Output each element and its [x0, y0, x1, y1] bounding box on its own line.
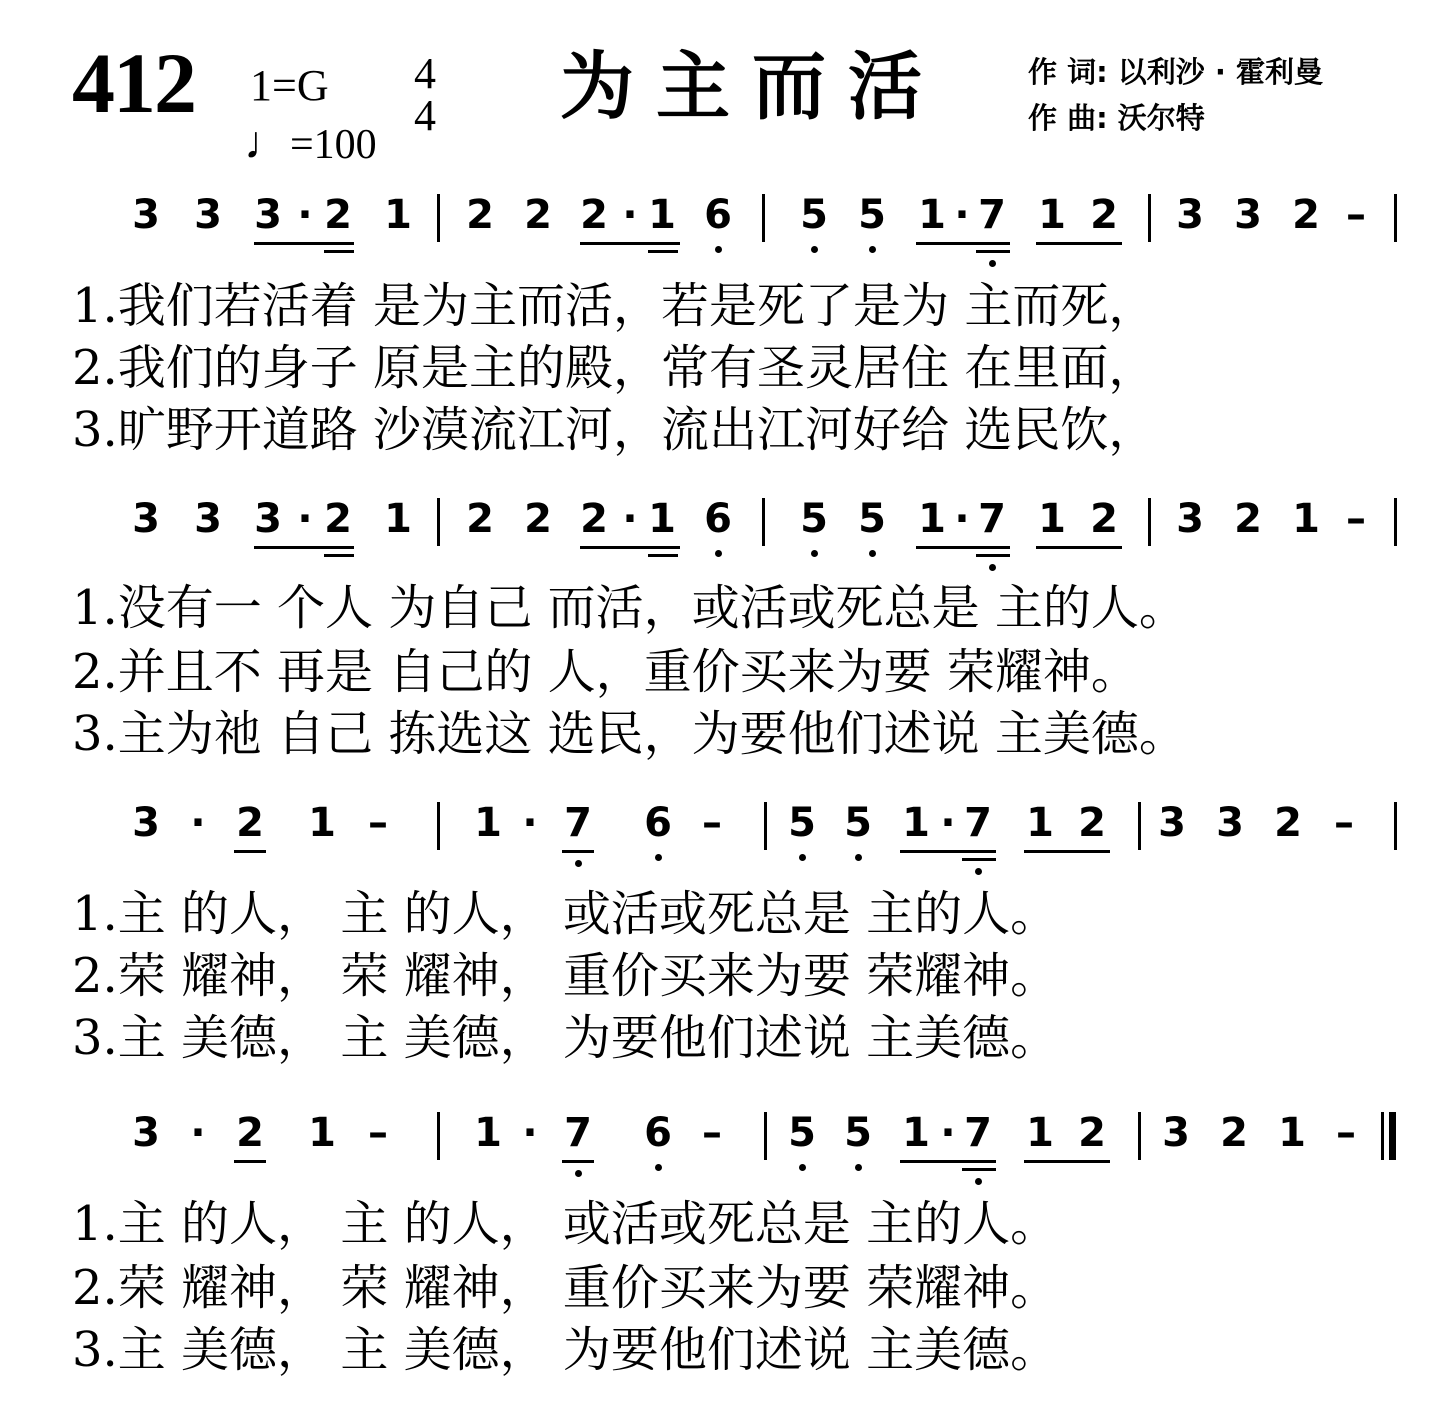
lyric-line: 1.主 的人， 主 的人， 或活或死总是 主的人。: [72, 886, 1059, 942]
underline: [324, 250, 354, 253]
note: 3: [1176, 192, 1204, 238]
note: 1: [384, 496, 412, 542]
lyric-line: 2.我们的身子 原是主的殿，常有圣灵居住 在里面，: [72, 340, 1157, 396]
underline: [976, 554, 1010, 557]
low-dot: [869, 246, 876, 253]
low-dot: [989, 564, 996, 571]
note: 6: [644, 800, 672, 846]
note: 3: [1162, 1110, 1190, 1156]
dash: –: [368, 800, 388, 846]
note: 2: [324, 192, 352, 238]
lyric-line: 1.没有一 个人 为自己 而活，或活或死总是 主的人。: [72, 580, 1187, 636]
note: 2: [1078, 1110, 1106, 1156]
bar-line: [1138, 1112, 1141, 1160]
note: 7: [564, 1110, 592, 1156]
time-signature-bottom: 4: [414, 91, 436, 140]
note: 1: [308, 800, 336, 846]
underline: [1036, 546, 1122, 549]
note: 2: [1090, 192, 1118, 238]
lyricist-credit: 作 词: 以利沙 · 霍利曼: [1028, 55, 1323, 89]
note-dot: ·: [190, 1110, 206, 1156]
note: 2: [580, 496, 608, 542]
note-dot: ·: [954, 192, 970, 238]
low-dot: [869, 550, 876, 557]
bar-line: [1148, 194, 1151, 242]
low-dot: [855, 1164, 862, 1171]
note: 1: [1038, 192, 1066, 238]
note: 2: [580, 192, 608, 238]
low-dot: [655, 854, 662, 861]
note: 3: [1234, 192, 1262, 238]
note: 2: [236, 1110, 264, 1156]
underline: [648, 554, 678, 557]
note: 1: [474, 800, 502, 846]
note: 2: [1234, 496, 1262, 542]
note: 2: [1220, 1110, 1248, 1156]
note: 1: [1026, 1110, 1054, 1156]
dash: –: [1346, 496, 1366, 542]
tempo-value: =100: [290, 122, 377, 168]
note: 1: [1278, 1110, 1306, 1156]
note-dot: ·: [297, 192, 313, 238]
lyric-line: 3.主 美德， 主 美德， 为要他们述说 主美德。: [72, 1322, 1059, 1378]
low-dot: [715, 246, 722, 253]
note: 1: [902, 1110, 930, 1156]
note: 2: [524, 192, 552, 238]
low-dot: [855, 854, 862, 861]
final-bar-thin: [1381, 1112, 1384, 1160]
bar-line: [1394, 802, 1397, 850]
underline: [254, 242, 354, 245]
lyric-line: 3.主 美德， 主 美德， 为要他们述说 主美德。: [72, 1010, 1059, 1066]
note: 7: [978, 496, 1006, 542]
note-dot: ·: [622, 496, 638, 542]
lyric-line: 3.主为祂 自己 拣选这 选民，为要他们述说 主美德。: [72, 706, 1187, 762]
dash: –: [702, 1110, 722, 1156]
bar-line: [1138, 802, 1141, 850]
bar-line: [762, 194, 765, 242]
note: 1: [902, 800, 930, 846]
note: 1: [474, 1110, 502, 1156]
note: 3: [254, 496, 282, 542]
note: 3: [132, 1110, 160, 1156]
low-dot: [655, 1164, 662, 1171]
notation-line-2: [0, 494, 1450, 574]
note-dot: ·: [297, 496, 313, 542]
lyric-line: 3.旷野开道路 沙漠流江河，流出江河好给 选民饮，: [72, 402, 1157, 458]
note: 3: [1216, 800, 1244, 846]
note: 1: [1292, 496, 1320, 542]
underline: [254, 546, 354, 549]
hymn-number: 412: [72, 35, 195, 131]
note: 6: [704, 496, 732, 542]
note: 2: [1292, 192, 1320, 238]
lyric-line: 1.我们若活着 是为主而活，若是死了是为 主而死，: [72, 278, 1157, 334]
note-dot: ·: [190, 800, 206, 846]
note: 2: [324, 496, 352, 542]
underline: [580, 242, 680, 245]
underline: [562, 1160, 594, 1163]
note: 1: [308, 1110, 336, 1156]
note-dot: ·: [622, 192, 638, 238]
low-dot: [989, 260, 996, 267]
low-dot: [975, 1178, 982, 1185]
bar-line: [1394, 498, 1397, 546]
note-dot: ·: [954, 496, 970, 542]
underline: [648, 250, 678, 253]
dash: –: [1336, 1110, 1356, 1156]
note: 1: [384, 192, 412, 238]
low-dot: [811, 550, 818, 557]
underline: [1024, 1160, 1110, 1163]
note: 6: [644, 1110, 672, 1156]
note: 2: [1090, 496, 1118, 542]
low-dot: [811, 246, 818, 253]
bar-line: [1394, 194, 1397, 242]
page-title: 为主而活: [560, 44, 944, 130]
note: 3: [132, 800, 160, 846]
note: 5: [800, 192, 828, 238]
note: 1: [648, 192, 676, 238]
note: 2: [524, 496, 552, 542]
underline: [562, 850, 594, 853]
note: 3: [254, 192, 282, 238]
note: 5: [844, 1110, 872, 1156]
low-dot: [799, 854, 806, 861]
note: 3: [1158, 800, 1186, 846]
note: 7: [978, 192, 1006, 238]
underline: [1036, 242, 1122, 245]
bar-line: [437, 194, 440, 242]
final-bar-thick: [1389, 1112, 1396, 1160]
note: 1: [918, 496, 946, 542]
bar-line: [437, 1112, 440, 1160]
lyric-line: 2.荣 耀神， 荣 耀神， 重价买来为要 荣耀神。: [72, 1260, 1059, 1316]
note-dot: ·: [522, 800, 538, 846]
key-signature: 1=G: [250, 61, 329, 110]
note: 5: [788, 800, 816, 846]
note: 5: [788, 1110, 816, 1156]
underline: [962, 858, 996, 861]
note-dot: ·: [940, 1110, 956, 1156]
bar-line: [1148, 498, 1151, 546]
underline: [976, 250, 1010, 253]
dash: –: [368, 1110, 388, 1156]
note: 5: [844, 800, 872, 846]
low-dot: [975, 868, 982, 875]
bar-line: [437, 498, 440, 546]
bar-line: [764, 802, 767, 850]
tempo-marking: [244, 117, 377, 168]
note: 1: [648, 496, 676, 542]
low-dot: [575, 1170, 582, 1177]
note: 5: [800, 496, 828, 542]
note: 5: [858, 192, 886, 238]
note: 3: [194, 192, 222, 238]
note: 2: [1078, 800, 1106, 846]
note: 2: [466, 192, 494, 238]
note: 2: [1274, 800, 1302, 846]
underline: [1024, 850, 1110, 853]
notation-line-3: [0, 798, 1450, 878]
underline: [900, 1160, 996, 1163]
underline: [900, 850, 996, 853]
notation-line-1: [0, 190, 1450, 270]
notation-line-4: [0, 1108, 1450, 1188]
underline: [916, 546, 1010, 549]
lyric-line: 1.主 的人， 主 的人， 或活或死总是 主的人。: [72, 1196, 1059, 1252]
note: 3: [1176, 496, 1204, 542]
dash: –: [702, 800, 722, 846]
low-dot: [799, 1164, 806, 1171]
note: 2: [236, 800, 264, 846]
note: 1: [1026, 800, 1054, 846]
low-dot: [575, 860, 582, 867]
underline: [916, 242, 1010, 245]
note: 3: [132, 192, 160, 238]
bar-line: [764, 1112, 767, 1160]
bar-line: [762, 498, 765, 546]
underline: [324, 554, 354, 557]
note: 2: [466, 496, 494, 542]
quarter-note-icon: ♩: [244, 117, 290, 168]
note: 6: [704, 192, 732, 238]
note: 3: [132, 496, 160, 542]
note: 7: [964, 1110, 992, 1156]
note: 3: [194, 496, 222, 542]
note-dot: ·: [940, 800, 956, 846]
note: 1: [1038, 496, 1066, 542]
low-dot: [715, 550, 722, 557]
note-dot: ·: [522, 1110, 538, 1156]
composer-credit: 作 曲: 沃尔特: [1028, 101, 1205, 135]
underline: [962, 1168, 996, 1171]
lyric-line: 2.并且不 再是 自己的 人，重价买来为要 荣耀神。: [72, 644, 1139, 700]
underline: [234, 850, 266, 853]
underline: [580, 546, 680, 549]
time-signature-top: 4: [414, 49, 436, 98]
note: 7: [964, 800, 992, 846]
lyric-line: 2.荣 耀神， 荣 耀神， 重价买来为要 荣耀神。: [72, 948, 1059, 1004]
time-signature: [408, 49, 442, 140]
dash: –: [1334, 800, 1354, 846]
underline: [234, 1160, 266, 1163]
note: 5: [858, 496, 886, 542]
note: 1: [918, 192, 946, 238]
note: 7: [564, 800, 592, 846]
dash: –: [1346, 192, 1366, 238]
bar-line: [437, 802, 440, 850]
